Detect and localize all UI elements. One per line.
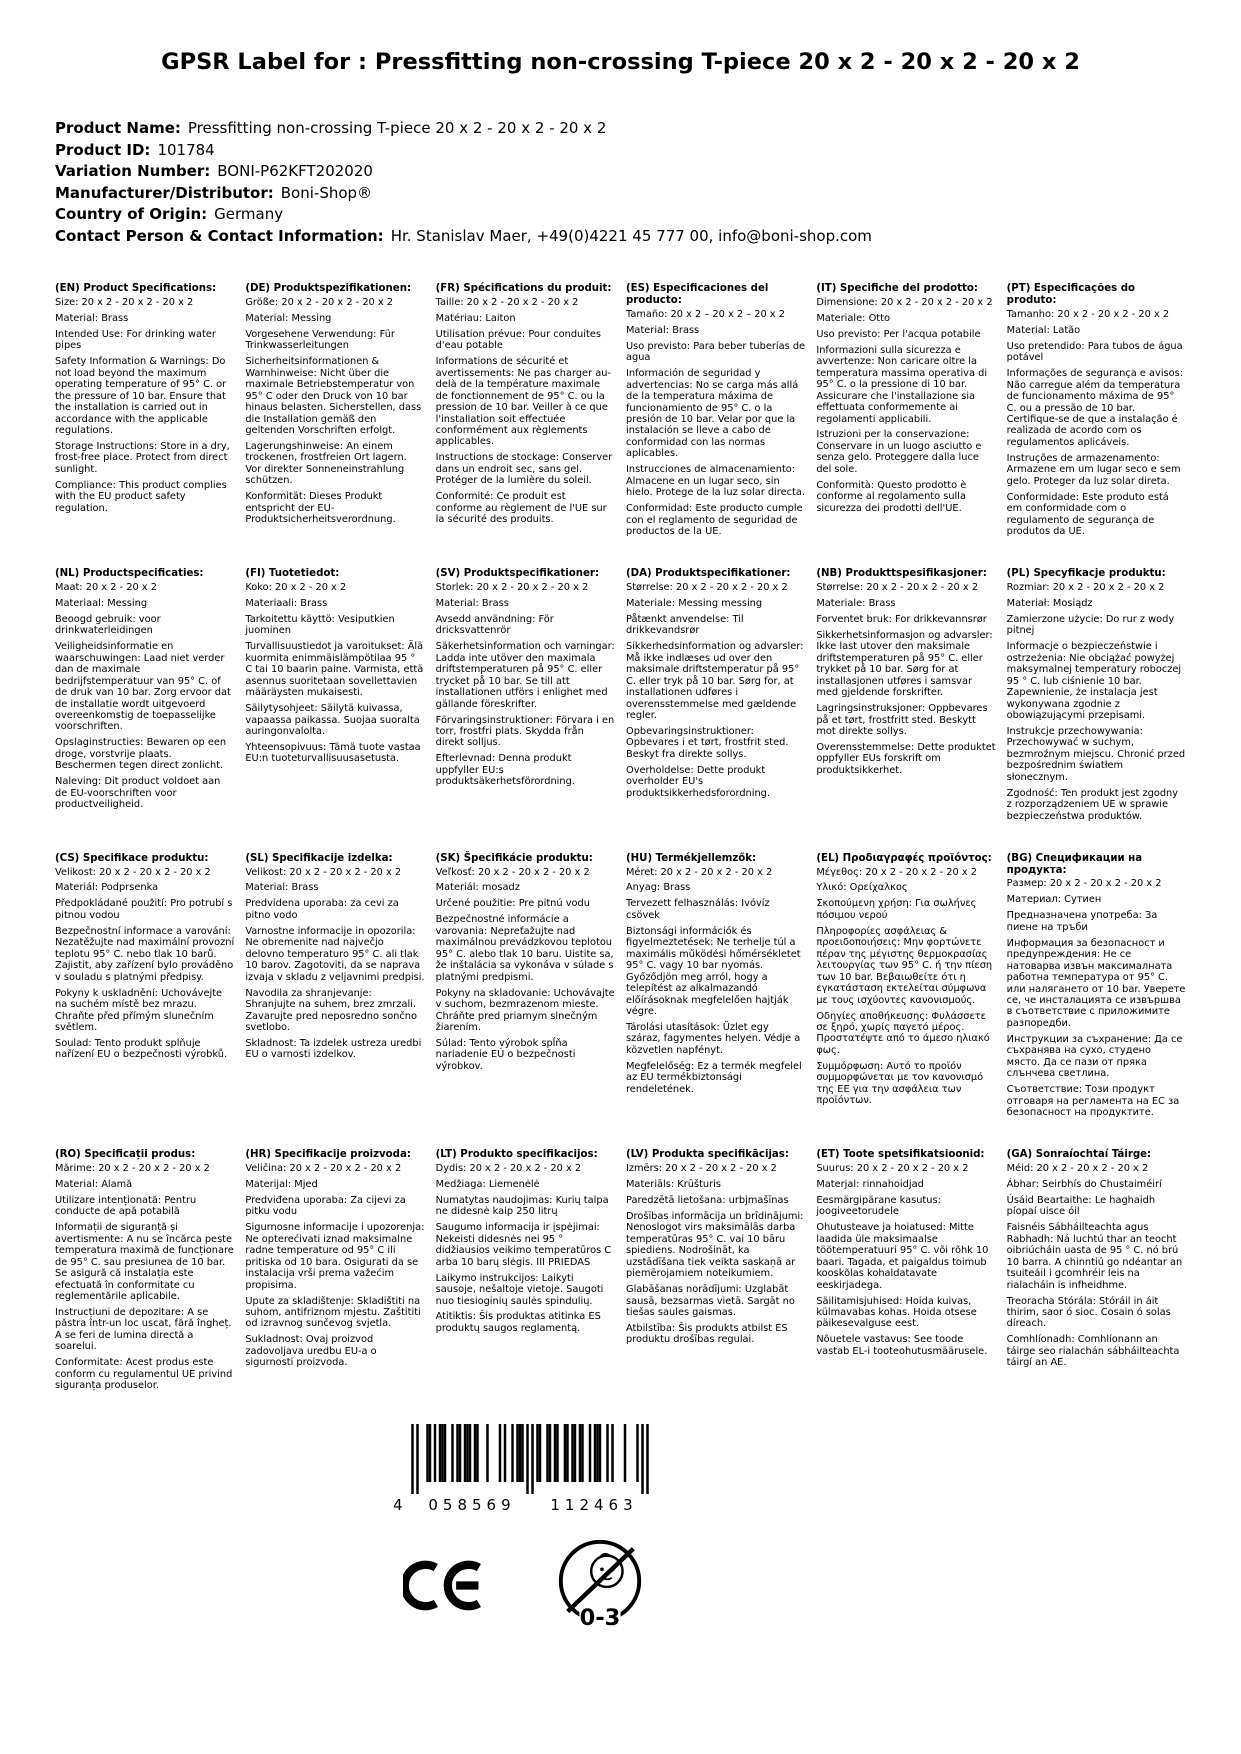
page-title: GPSR Label for : Pressfitting non-crossing T-piece 20 x 2 - 20 x 2 - 20 x 2 bbox=[161, 49, 1080, 75]
spec-paragraph: Zgodność: Ten produkt jest zgodny z rozporządzeniem UE w sprawie bezpieczeństwa produktów. bbox=[1006, 787, 1179, 822]
spec-paragraph: Tárolási utasítások: Üzlet egy száraz, fagymentes helyen. Védje a közvetlen napfényt. bbox=[625, 1021, 801, 1056]
spec-paragraph: Atbilstība: Šis produkts atbilst ES produktu drošības regulai. bbox=[625, 1322, 788, 1346]
spec-paragraph: Utilizare intenționată: Pentru conducte de apă potabilă bbox=[55, 1194, 197, 1218]
spec-paragraph: Materiál: Podprsenka bbox=[55, 882, 159, 894]
spec-paragraph: Skladnost: Ta izdelek ustreza uredbi EU o varnosti izdelkov. bbox=[245, 1037, 422, 1061]
language-block-heading: (DE) Produktspezifikationen: bbox=[245, 283, 412, 294]
spec-paragraph: Suurus: 20 x 2 - 20 x 2 - 20 x 2 bbox=[816, 1163, 969, 1174]
barcode-bars-icon bbox=[411, 1424, 649, 1494]
spec-paragraph: Størrelse: 20 x 2 - 20 x 2 - 20 x 2 bbox=[816, 581, 979, 593]
spec-paragraph: Συμμόρφωση: Αυτό το προϊόν συμμορφώνεται με τον κανονισμό της ΕΕ για την ασφάλεια των προϊόντων. bbox=[816, 1060, 984, 1107]
language-block-el bbox=[816, 853, 995, 1123]
spec-paragraph: Предназначена употреба: За пиене на тръби bbox=[1006, 910, 1158, 933]
barcode-lead-digit: 4 bbox=[393, 1496, 403, 1515]
spec-paragraph: Material: Latão bbox=[1006, 324, 1081, 336]
language-block-bg bbox=[1007, 853, 1186, 1123]
spec-paragraph: Материал: Сутиен bbox=[1006, 894, 1102, 906]
language-block-heading: (BG) Спецификации на продукта: bbox=[1006, 852, 1143, 876]
spec-paragraph: Tamaño: 20 x 2 – 20 x 2 – 20 x 2 bbox=[625, 308, 785, 320]
spec-paragraph: Instrukcje przechowywania: Przechowywać w suchym, bezmroźnym miejscu. Chronić przed bezpośrednim światłem słonecznym. bbox=[1006, 725, 1186, 783]
language-block-heading: (CS) Specifikace produktu: bbox=[55, 852, 209, 864]
spec-paragraph: Conformidade: Este produto está em conformidade com o regulamento de segurança de produtos da UE. bbox=[1006, 491, 1169, 538]
language-block-heading: (HR) Specifikacije proizvoda: bbox=[245, 1149, 411, 1161]
spec-paragraph: Conformità: Questo prodotto è conforme al regolamento sulla sicurezza dei prodotti dell'UE. bbox=[816, 479, 967, 514]
language-block-heading: (GA) Sonraíochtaí Táirge: bbox=[1006, 1149, 1152, 1161]
spec-paragraph: Taille: 20 x 2 - 20 x 2 - 20 x 2 bbox=[435, 296, 579, 308]
spec-paragraph: Veiligheidsinformatie en waarschuwingen: Laad niet verder dan de maximale bedrijfstemperatuur van 95° C. of de druk van 10 bar. Zorg ervoor dat de installatie wordt uitgevoerd overeenkomstig de toepasselijke voorschriften. bbox=[55, 641, 231, 733]
spec-paragraph: Avsedd användning: För dricksvattenrör bbox=[435, 613, 554, 637]
spec-paragraph: Upute za skladištenje: Skladištiti na suhom, antifriznom mjestu. Zaštititi od izravnog sunčevog svjetla. bbox=[245, 1295, 421, 1330]
spec-paragraph: Sukladnost: Ovaj proizvod zadovoljava uredbu EU-a o sigurnosti proizvoda. bbox=[245, 1334, 377, 1369]
language-block-heading: (LV) Produkta specifikācijas: bbox=[625, 1149, 789, 1161]
language-block-et bbox=[816, 1149, 995, 1396]
spec-paragraph: Ábhar: Seirbhís do Chustaiméirí bbox=[1006, 1178, 1162, 1190]
product-info-label: Contact Person & Contact Information: bbox=[55, 226, 384, 245]
spec-paragraph: Materiale: Otto bbox=[816, 312, 890, 324]
spec-paragraph: Atitiktis: Šis produktas atitinka ES produktų saugos reglamentą. bbox=[435, 1311, 601, 1334]
spec-paragraph: Pokyny na skladovanie: Uchovávajte v suchom, bezmrazenom mieste. Chráňte pred priamym slnečným žiarením. bbox=[435, 987, 615, 1033]
spec-paragraph: Nõuetele vastavus: See toode vastab EL-i tooteohutusmäärusele. bbox=[816, 1334, 988, 1357]
product-info-row bbox=[55, 140, 1186, 162]
spec-paragraph: Materiale: Brass bbox=[816, 597, 896, 609]
product-info-value: Hr. Stanislav Maer, +49(0)4221 45 777 00, info@boni-shop.com bbox=[390, 226, 872, 245]
spec-paragraph: Comhlíonadh: Comhlíonann an táirge seo rialachán sábháilteachta táirgí an AE. bbox=[1006, 1334, 1180, 1369]
spec-paragraph: Säilitamisjuhised: Hoida kuivas, külmavabas kohas. Hoida otsese päikesevalguse eest. bbox=[816, 1295, 977, 1330]
spec-paragraph: Veličina: 20 x 2 - 20 x 2 - 20 x 2 bbox=[245, 1163, 402, 1174]
spec-paragraph: Eesmärgipärane kasutus: joogiveetorudele bbox=[816, 1194, 941, 1218]
spec-paragraph: Instrucțiuni de depozitare: A se păstra într-un loc uscat, fără îngheț. A se feri de lumina directă a soarelui. bbox=[55, 1306, 232, 1353]
spec-paragraph: Beoogd gebruik: voor drinkwaterleidingen bbox=[55, 613, 161, 637]
spec-paragraph: Инструкции за съхранение: Да се съхранява на сухо, студено място. Да се пази от пряка слънчева светлина. bbox=[1006, 1033, 1183, 1080]
label-footer bbox=[393, 1424, 655, 1634]
language-block-sk bbox=[436, 853, 615, 1123]
spec-paragraph: Maat: 20 x 2 - 20 x 2 bbox=[55, 581, 157, 593]
spec-paragraph: Safety Information & Warnings: Do not load beyond the maximum operating temperature of 95° C. or the pressure of 10 bar. Ensure that the installation is carried out in accordance with the applicable regulations. bbox=[55, 356, 227, 436]
spec-paragraph: Μέγεθος: 20 x 2 - 20 x 2 - 20 x 2 bbox=[816, 866, 978, 878]
spec-paragraph: Size: 20 x 2 - 20 x 2 - 20 x 2 bbox=[55, 296, 194, 308]
spec-paragraph: Glabāšanas norādījumi: Uzglabāt sausā, bezsarmas vietā. Sargāt no tiešas saules gaismas. bbox=[625, 1284, 795, 1318]
barcode-left-group: 058569 bbox=[428, 1496, 516, 1515]
language-block-heading: (EL) Προδιαγραφές προϊόντος: bbox=[816, 852, 992, 864]
spec-paragraph: Dimensione: 20 x 2 - 20 x 2 - 20 x 2 bbox=[816, 296, 993, 308]
certification-marks bbox=[393, 1536, 655, 1634]
spec-paragraph: Uso pretendido: Para tubos de água potável bbox=[1006, 340, 1183, 364]
spec-paragraph: Numatytas naudojimas: Kurių talpa ne didesnė kaip 250 litrų bbox=[435, 1194, 609, 1218]
spec-paragraph: Biztonsági információk és figyelmeztetések: Ne terhelje túl a maximális működési hőmérsékletet 95° C. vagy 10 bar nyomás. Győződjön meg arról, hogy a telepítést az alkalmazandó előírásoknak megfelelően hajtják végre. bbox=[625, 925, 801, 1017]
spec-paragraph: Materiaal: Messing bbox=[55, 597, 148, 609]
age-warning-text: 0-3 bbox=[579, 1605, 621, 1632]
spec-paragraph: Koko: 20 x 2 - 20 x 2 bbox=[245, 581, 347, 593]
spec-paragraph: Conformitate: Acest produs este conform cu regulamentul UE privind siguranța produselor. bbox=[55, 1357, 233, 1392]
product-info-label: Variation Number: bbox=[55, 162, 211, 180]
spec-paragraph: Säilytysohjeet: Säilytä kuivassa, vapaassa paikassa. Suojaa suoralta auringonvalolta. bbox=[245, 703, 420, 737]
age-restriction-0-3-icon bbox=[551, 1536, 649, 1634]
product-info-value: Pressfitting non-crossing T-piece 20 x 2 - 20 x 2 - 20 x 2 bbox=[187, 119, 607, 137]
spec-paragraph: Anyag: Brass bbox=[625, 882, 691, 894]
language-block-heading: (PL) Specyfikacje produktu: bbox=[1006, 568, 1166, 580]
language-block-heading: (RO) Specificații produs: bbox=[55, 1149, 196, 1161]
spec-paragraph: Predvidena uporaba: za cevi za pitno vodo bbox=[245, 898, 399, 921]
language-block-heading: (NL) Productspecificaties: bbox=[55, 568, 204, 580]
product-info-value: Germany bbox=[214, 205, 284, 223]
spec-paragraph: Οδηγίες αποθήκευσης: Φυλάσσετε σε ξηρό, χωρίς παγετό μέρος. Προστατέψτε από το άμεσο ηλιακό φως. bbox=[816, 1010, 990, 1056]
spec-paragraph: Konformität: Dieses Produkt entspricht der EU-Produktsicherheitsverordnung. bbox=[245, 491, 396, 526]
language-block-de bbox=[245, 283, 424, 542]
product-info-label: Product ID: bbox=[55, 140, 151, 159]
product-info-row bbox=[55, 161, 1186, 183]
spec-paragraph: Informations de sécurité et avertissements: Ne pas charger au-delà de la température maximale de fonctionnement de 95° C. ou la pression de 10 bar. Veiller à ce que l'installation soit effectuée conformément aux règlements applicables. bbox=[435, 356, 611, 448]
spec-paragraph: Размер: 20 x 2 - 20 x 2 - 20 x 2 bbox=[1006, 878, 1162, 890]
language-block-hr bbox=[245, 1149, 424, 1396]
spec-paragraph: Informações de segurança e avisos: Não carregue além da temperatura de funcionamento máxima de 95° C. ou a pressão de 10 bar. Certifique-se de que a instalação é realizada de acordo com os regulamentos aplicáveis. bbox=[1006, 368, 1184, 448]
spec-paragraph: Navodila za shranjevanje: Shranjujte na suhem, brez zmrzali. Zavarujte pred neposredno sončno svetlobo. bbox=[245, 987, 418, 1033]
spec-paragraph: Paredzētā lietošana: urbjmašīnas bbox=[625, 1194, 789, 1206]
spec-paragraph: Materijal: Mjed bbox=[245, 1178, 318, 1190]
spec-paragraph: Předpokládané použití: Pro potrubí s pitnou vodou bbox=[55, 898, 233, 921]
language-block-hu bbox=[626, 853, 805, 1123]
product-info-label: Product Name: bbox=[55, 119, 181, 137]
spec-paragraph: Sikkerhedsinformation og advarsler: Må ikke indlæses ud over den maksimale driftstemperatur på 95° C. eller tryk på 10 bar. Sørg for, at installationen udføres i overensstemmelse med gældende regler. bbox=[625, 641, 804, 721]
spec-paragraph: Predviđena uporaba: Za cijevi za pitku vodu bbox=[245, 1194, 406, 1218]
spec-paragraph: Medžiaga: Liemenėlė bbox=[435, 1178, 540, 1190]
spec-paragraph: Materiał: Mosiądz bbox=[1006, 597, 1093, 609]
spec-paragraph: Informații de siguranță și avertismente: A nu se încărca peste temperatura maximă de funcționare de 95° C. sau presiunea de 10 bar. Se asigură că instalația este efectuată în conformitate cu reglementările aplicabile. bbox=[55, 1222, 234, 1303]
language-block-it bbox=[816, 283, 995, 542]
spec-paragraph: Veľkosť: 20 x 2 - 20 x 2 - 20 x 2 bbox=[435, 866, 590, 878]
spec-paragraph: Megfelelőség: Ez a termék megfelel az EU termékbiztonsági rendeletének. bbox=[625, 1060, 802, 1095]
product-info-label: Country of Origin: bbox=[55, 205, 208, 223]
spec-paragraph: Opbevaringsinstruktioner: Opbevares i et tørt, frostfrit sted. Beskyt fra direkte sollys. bbox=[625, 725, 789, 760]
language-block-en bbox=[55, 283, 234, 542]
spec-paragraph: Opslaginstructies: Bewaren op een droge, vorstvrije plaats. Beschermen tegen direct zonlicht. bbox=[55, 737, 227, 772]
language-block-fr bbox=[436, 283, 615, 542]
spec-paragraph: Velikost: 20 x 2 - 20 x 2 - 20 x 2 bbox=[245, 866, 402, 878]
language-block-sl bbox=[245, 853, 424, 1123]
spec-paragraph: Méret: 20 x 2 - 20 x 2 - 20 x 2 bbox=[625, 866, 773, 878]
spec-paragraph: Förvaringsinstruktioner: Förvara i en torr, frostfri plats. Skydda från direkt solljus. bbox=[435, 714, 615, 749]
language-block-heading: (ET) Toote spetsifikatsioonid: bbox=[816, 1149, 985, 1161]
language-block-heading: (SK) Špecifikácie produktu: bbox=[435, 852, 593, 864]
barcode-right-group: 112463 bbox=[550, 1496, 638, 1515]
spec-paragraph: Υλικό: Ορείχαλκος bbox=[816, 882, 908, 894]
spec-paragraph: Rozmiar: 20 x 2 - 20 x 2 - 20 x 2 bbox=[1006, 581, 1165, 593]
spec-paragraph: Material: Messing bbox=[245, 312, 332, 324]
spec-paragraph: Material: Brass bbox=[625, 324, 700, 336]
spec-paragraph: Vorgesehene Verwendung: Für Trinkwasserleitungen bbox=[245, 328, 395, 352]
spec-paragraph: Съответствие: Този продукт отговаря на регламента на ЕС за безопасност на продуктите. bbox=[1006, 1084, 1180, 1119]
spec-paragraph: Materiāls: Krūšturis bbox=[625, 1178, 721, 1190]
language-block-heading: (SL) Specifikacije izdelka: bbox=[245, 852, 393, 864]
language-block-heading: (SV) Produktspecifikationer: bbox=[435, 568, 600, 580]
spec-paragraph: Bezpečnostné informácie a varovania: Nepreťažujte nad maximálnou prevádzkovou teplotou 95° C. alebo tlak 10 baru. Uistite sa, že inštalácia sa vykonáva v súlade s platnými predpismi. bbox=[435, 914, 614, 983]
spec-paragraph: Určené použitie: Pre pitnú vodu bbox=[435, 898, 590, 910]
spec-paragraph: Soulad: Tento produkt splňuje nařízení EU o bezpečnosti výrobků. bbox=[55, 1037, 228, 1061]
spec-paragraph: Treoracha Stórála: Stóráil in áit thirim, saor ó sioc. Cosain ó solas díreach. bbox=[1006, 1295, 1171, 1330]
language-block-pt bbox=[1007, 283, 1186, 542]
language-block-sv bbox=[436, 568, 615, 827]
product-info-section bbox=[55, 118, 1186, 247]
product-info-row bbox=[55, 183, 1186, 205]
language-block-lt bbox=[436, 1149, 615, 1396]
ce-mark-icon bbox=[403, 1559, 491, 1612]
spec-paragraph: Overensstemmelse: Dette produktet oppfyller EUs forskrift om produktsikkerhet. bbox=[816, 741, 996, 776]
spec-paragraph: Storlek: 20 x 2 - 20 x 2 - 20 x 2 bbox=[435, 581, 589, 593]
spec-paragraph: Úsáid Beartaithe: Le haghaidh píopaí uisce óil bbox=[1006, 1194, 1156, 1218]
spec-paragraph: Información de seguridad y advertencias: No se carga más allá de la temperatura máxima de funcionamiento de 95° C. o la presión de 10 bar. Velar por que la instalación se lleve a cabo de conformidad con las normas aplicables. bbox=[625, 368, 799, 460]
language-block-pl bbox=[1007, 568, 1186, 827]
spec-paragraph: Информация за безопасност и предупреждения: Не се натоварва извън максималната работна температура от 95° C. или налягането от 10 bar. Уверете се, че инсталацията се извършва в съответствие с приложимите разпоредби. bbox=[1006, 937, 1186, 1029]
spec-paragraph: Turvallisuustiedot ja varoitukset: Älä kuormita enimmäislämpötilaa 95 ° C tai 10 baarin paine. Varmista, että asennus suoritetaan sovellettavien määräysten mukaisesti. bbox=[245, 641, 424, 699]
spec-paragraph: Forventet bruk: For drikkevannsrør bbox=[816, 613, 987, 625]
spec-paragraph: Informazioni sulla sicurezza e avvertenze: Non caricare oltre la temperatura massima operativa di 95° C. o la pressione di 10 bar. Assicurare che l'installazione sia effettuata conformemente ai regolamenti applicabili. bbox=[816, 344, 988, 425]
spec-paragraph: Material: Alamă bbox=[55, 1178, 133, 1190]
spec-paragraph: Instructions de stockage: Conserver dans un endroit sec, sans gel. Protéger de la lumière du soleil. bbox=[435, 452, 613, 487]
language-block-fi bbox=[245, 568, 424, 827]
spec-paragraph: Størrelse: 20 x 2 - 20 x 2 - 20 x 2 bbox=[625, 581, 788, 593]
spec-paragraph: Materiaali: Brass bbox=[245, 597, 328, 609]
spec-paragraph: Sicherheitsinformationen & Warnhinweise: Nicht über die maximale Betriebstemperatur von 95° C oder den Druck von 10 bar hinaus belasten. Sicherstellen, dass die Installation gemäß den geltenden Vorschriften erfolgt. bbox=[245, 356, 422, 436]
spec-paragraph: Conformité: Ce produit est conforme au règlement de l'UE sur la sécurité des produits. bbox=[435, 491, 607, 526]
spec-paragraph: Istruzioni per la conservazione: Conservare in un luogo asciutto e senza gelo. Proteggere dalla luce del sole. bbox=[816, 429, 982, 475]
spec-paragraph: Material: Brass bbox=[435, 597, 509, 609]
language-block-heading: (HU) Termékjellemzők: bbox=[625, 852, 757, 864]
language-block-heading: (ES) Especificaciones del producto: bbox=[625, 283, 769, 306]
spec-paragraph: Faisnéis Sábháilteachta agus Rabhadh: Ná luchtú thar an teocht oibriúcháin uasta de 95 ° C. nó brú 10 barra. A chinntiú go ndéantar an tsuiteáil i gcomhréir leis na rialacháin is infheidhme. bbox=[1006, 1222, 1183, 1291]
spec-paragraph: Säkerhetsinformation och varningar: Ladda inte utöver den maximala driftstemperaturen på 95° C. eller trycket på 10 bar. Se till att installationen utförs i enlighet med gällande föreskrifter. bbox=[435, 641, 615, 710]
language-block-heading: (FI) Tuotetiedot: bbox=[245, 568, 340, 580]
language-block-nl bbox=[55, 568, 234, 827]
spec-paragraph: Pokyny k uskladnění: Uchovávejte na suchém místě bez mrazu. Chraňte před přímým slunečním světlem. bbox=[55, 987, 223, 1033]
spec-paragraph: Uso previsto: Para beber tuberías de agua bbox=[625, 340, 806, 364]
spec-paragraph: Materiál: mosadz bbox=[435, 882, 520, 894]
barcode-digits bbox=[393, 1496, 655, 1514]
product-info-row bbox=[55, 204, 1186, 226]
spec-paragraph: Drošības informācija un brīdinājumi: Nenoslogot virs maksimālās darba temperatūras 95° C. vai 10 bāru spiediens. Nodrošināt, ka uzstādīšana tiek veikta saskaņā ar piemērojamiem noteikumiem. bbox=[625, 1210, 804, 1280]
spec-paragraph: Mărime: 20 x 2 - 20 x 2 - 20 x 2 bbox=[55, 1163, 210, 1174]
ean13-barcode bbox=[393, 1424, 655, 1514]
language-block-heading: (NB) Produkttspesifikasjoner: bbox=[816, 568, 987, 580]
language-block-nb bbox=[816, 568, 995, 827]
spec-paragraph: Materjal: rinnahoidjad bbox=[816, 1178, 924, 1190]
spec-paragraph: Storage Instructions: Store in a dry, frost-free place. Protect from direct sunlight. bbox=[55, 440, 230, 475]
product-info-value: BONI-P62KFT202020 bbox=[217, 162, 373, 180]
spec-paragraph: Compliance: This product complies with the EU product safety regulation. bbox=[55, 479, 227, 514]
spec-paragraph: Méid: 20 x 2 - 20 x 2 - 20 x 2 bbox=[1006, 1163, 1149, 1174]
spec-paragraph: Material: Brass bbox=[245, 882, 319, 894]
spec-paragraph: Yhteensopivuus: Tämä tuote vastaa EU:n tuoteturvallisuusasetusta. bbox=[245, 741, 421, 765]
spec-paragraph: Velikost: 20 x 2 - 20 x 2 - 20 x 2 bbox=[55, 866, 211, 878]
language-specifications-grid bbox=[55, 283, 1186, 1396]
spec-paragraph: Sigurnosne informacije i upozorenja: Ne opterećivati iznad maksimalne radne temperature od 95° C ili pritiska od 10 bara. Osigurati da se instalacija vrši prema važećim propisima. bbox=[245, 1222, 425, 1291]
spec-paragraph: Tarkoitettu käyttö: Vesiputkien juominen bbox=[245, 613, 395, 637]
spec-paragraph: Lagringsinstruksjoner: Oppbevares på et tørt, frostfritt sted. Beskytt mot direkte sollys. bbox=[816, 703, 988, 737]
product-info-value: 101784 bbox=[157, 140, 215, 159]
spec-paragraph: Izmērs: 20 x 2 - 20 x 2 - 20 x 2 bbox=[625, 1163, 777, 1174]
language-block-heading: (IT) Specifiche del prodotto: bbox=[816, 283, 978, 294]
spec-paragraph: Matériau: Laiton bbox=[435, 312, 516, 324]
spec-paragraph: Sikkerhetsinformasjon og advarsler: Ikke last utover den maksimale driftstemperaturen på 95° C. eller trykket på 10 bar. Sørg for at installasjonen utføres i samsvar med gjeldende forskrifter. bbox=[816, 629, 993, 699]
spec-paragraph: Instruções de armazenamento: Armazene em um lugar seco e sem gelo. Proteger da luz solar direta. bbox=[1006, 452, 1181, 487]
spec-paragraph: Påtænkt anvendelse: Til drikkevandsrør bbox=[625, 613, 744, 637]
product-info-row bbox=[55, 118, 1186, 140]
product-info-row bbox=[55, 226, 1186, 248]
spec-paragraph: Uso previsto: Per l'acqua potabile bbox=[816, 328, 981, 340]
spec-paragraph: Utilisation prévue: Pour conduites d'eau potable bbox=[435, 328, 601, 352]
spec-paragraph: Laikymo instrukcijos: Laikyti sausoje, nešaltoje vietoje. Saugoti nuo tiesioginių saulės spindulių. bbox=[435, 1272, 604, 1307]
spec-paragraph: Dydis: 20 x 2 - 20 x 2 - 20 x 2 bbox=[435, 1163, 582, 1174]
spec-paragraph: Bezpečnostní informace a varování: Nezatěžujte nad maximální provozní teplotu 95° C. nebo tlak 10 barů. Zajistit, aby zařízení bylo prováděno v souladu s platnými předpisy. bbox=[55, 925, 235, 983]
spec-paragraph: Saugumo informacija ir įspėjimai: Nekeisti didesnės nei 95 ° didžiausios veikimo temperatūros C arba 10 barų slėgis. III PRIEDAS bbox=[435, 1222, 612, 1268]
language-block-ga bbox=[1007, 1149, 1186, 1396]
language-block-heading: (PT) Especificações do produto: bbox=[1006, 283, 1135, 306]
spec-paragraph: Instrucciones de almacenamiento: Almacene en un lugar seco, sin hielo. Protege de la luz solar directa. bbox=[625, 464, 805, 499]
spec-paragraph: Overholdelse: Dette produkt overholder EU's produktsikkerhedsforordning. bbox=[625, 764, 771, 799]
product-info-value: Boni-Shop® bbox=[280, 183, 373, 202]
spec-paragraph: Efterlevnad: Denna produkt uppfyller EU:s produktsäkerhetsförordning. bbox=[435, 753, 575, 788]
language-block-cs bbox=[55, 853, 234, 1123]
spec-paragraph: Materiale: Messing messing bbox=[625, 597, 763, 609]
spec-paragraph: Conformidad: Este producto cumple con el reglamento de seguridad de productos de la UE. bbox=[625, 503, 803, 538]
spec-paragraph: Größe: 20 x 2 - 20 x 2 - 20 x 2 bbox=[245, 296, 394, 308]
language-block-heading: (DA) Produktspecifikationer: bbox=[625, 568, 791, 580]
spec-paragraph: Material: Brass bbox=[55, 312, 129, 324]
spec-paragraph: Πληροφορίες ασφάλειας & προειδοποιήσεις: Μην φορτώνετε πέραν της μέγιστης θερμοκρασίας λειτουργίας των 95° C. ή την πίεση των 10 bar. Βεβαιωθείτε ότι η εγκατάσταση εκτελείται σύμφωνα με τους ισχύοντες κανονισμούς. bbox=[816, 925, 993, 1006]
spec-paragraph: Naleving: Dit product voldoet aan de EU-voorschriften voor productveiligheid. bbox=[55, 776, 221, 811]
spec-paragraph: Zamierzone użycie: Do rur z wody pitnej bbox=[1006, 613, 1175, 637]
spec-paragraph: Varnostne informacije in opozorila: Ne obremenite nad največjo delovno temperaturo 95° C. ali tlak 10 barov. Zagotoviti, da se naprava izvaja v skladu z veljavnimi predpisi. bbox=[245, 925, 425, 983]
language-block-heading: (LT) Produkto specifikacijos: bbox=[435, 1149, 598, 1161]
spec-paragraph: Súlad: Tento výrobok spĺňa nariadenie EÚ o bezpečnosti výrobkov. bbox=[435, 1037, 576, 1072]
language-block-es bbox=[626, 283, 805, 542]
product-info-label: Manufacturer/Distributor: bbox=[55, 183, 274, 202]
spec-paragraph: Σκοπούμενη χρήση: Για σωλήνες πόσιμου νερού bbox=[816, 898, 977, 921]
spec-paragraph: Intended Use: For drinking water pipes bbox=[55, 328, 216, 352]
spec-paragraph: Ohutusteave ja hoiatused: Mitte laadida üle maksimaalse töötemperatuuri 95° C. või rõhk 10 baari. Tagada, et paigaldus toimub kooskõlas kohaldatavate eeskirjadega. bbox=[816, 1222, 989, 1291]
spec-paragraph: Tervezett felhasználás: Ivóvíz csövek bbox=[625, 898, 770, 921]
language-block-lv bbox=[626, 1149, 805, 1396]
language-block-heading: (FR) Spécifications du produit: bbox=[435, 283, 612, 294]
language-block-ro bbox=[55, 1149, 234, 1396]
language-block-heading: (EN) Product Specifications: bbox=[55, 283, 217, 294]
spec-paragraph: Tamanho: 20 x 2 - 20 x 2 - 20 x 2 bbox=[1006, 308, 1170, 320]
spec-paragraph: Informacje o bezpieczeństwie i ostrzeżenia: Nie obciążać powyżej maksymalnej temperatury roboczej 95 ° C. lub ciśnienie 10 bar. Zapewnienie, że instalacja jest wykonywana zgodnie z obowiązującymi przepisami. bbox=[1006, 641, 1182, 721]
spec-paragraph: Lagerungshinweise: An einem trockenen, frostfreien Ort lagern. Vor direkter Sonneneinstrahlung schützen. bbox=[245, 440, 407, 487]
language-block-da bbox=[626, 568, 805, 827]
